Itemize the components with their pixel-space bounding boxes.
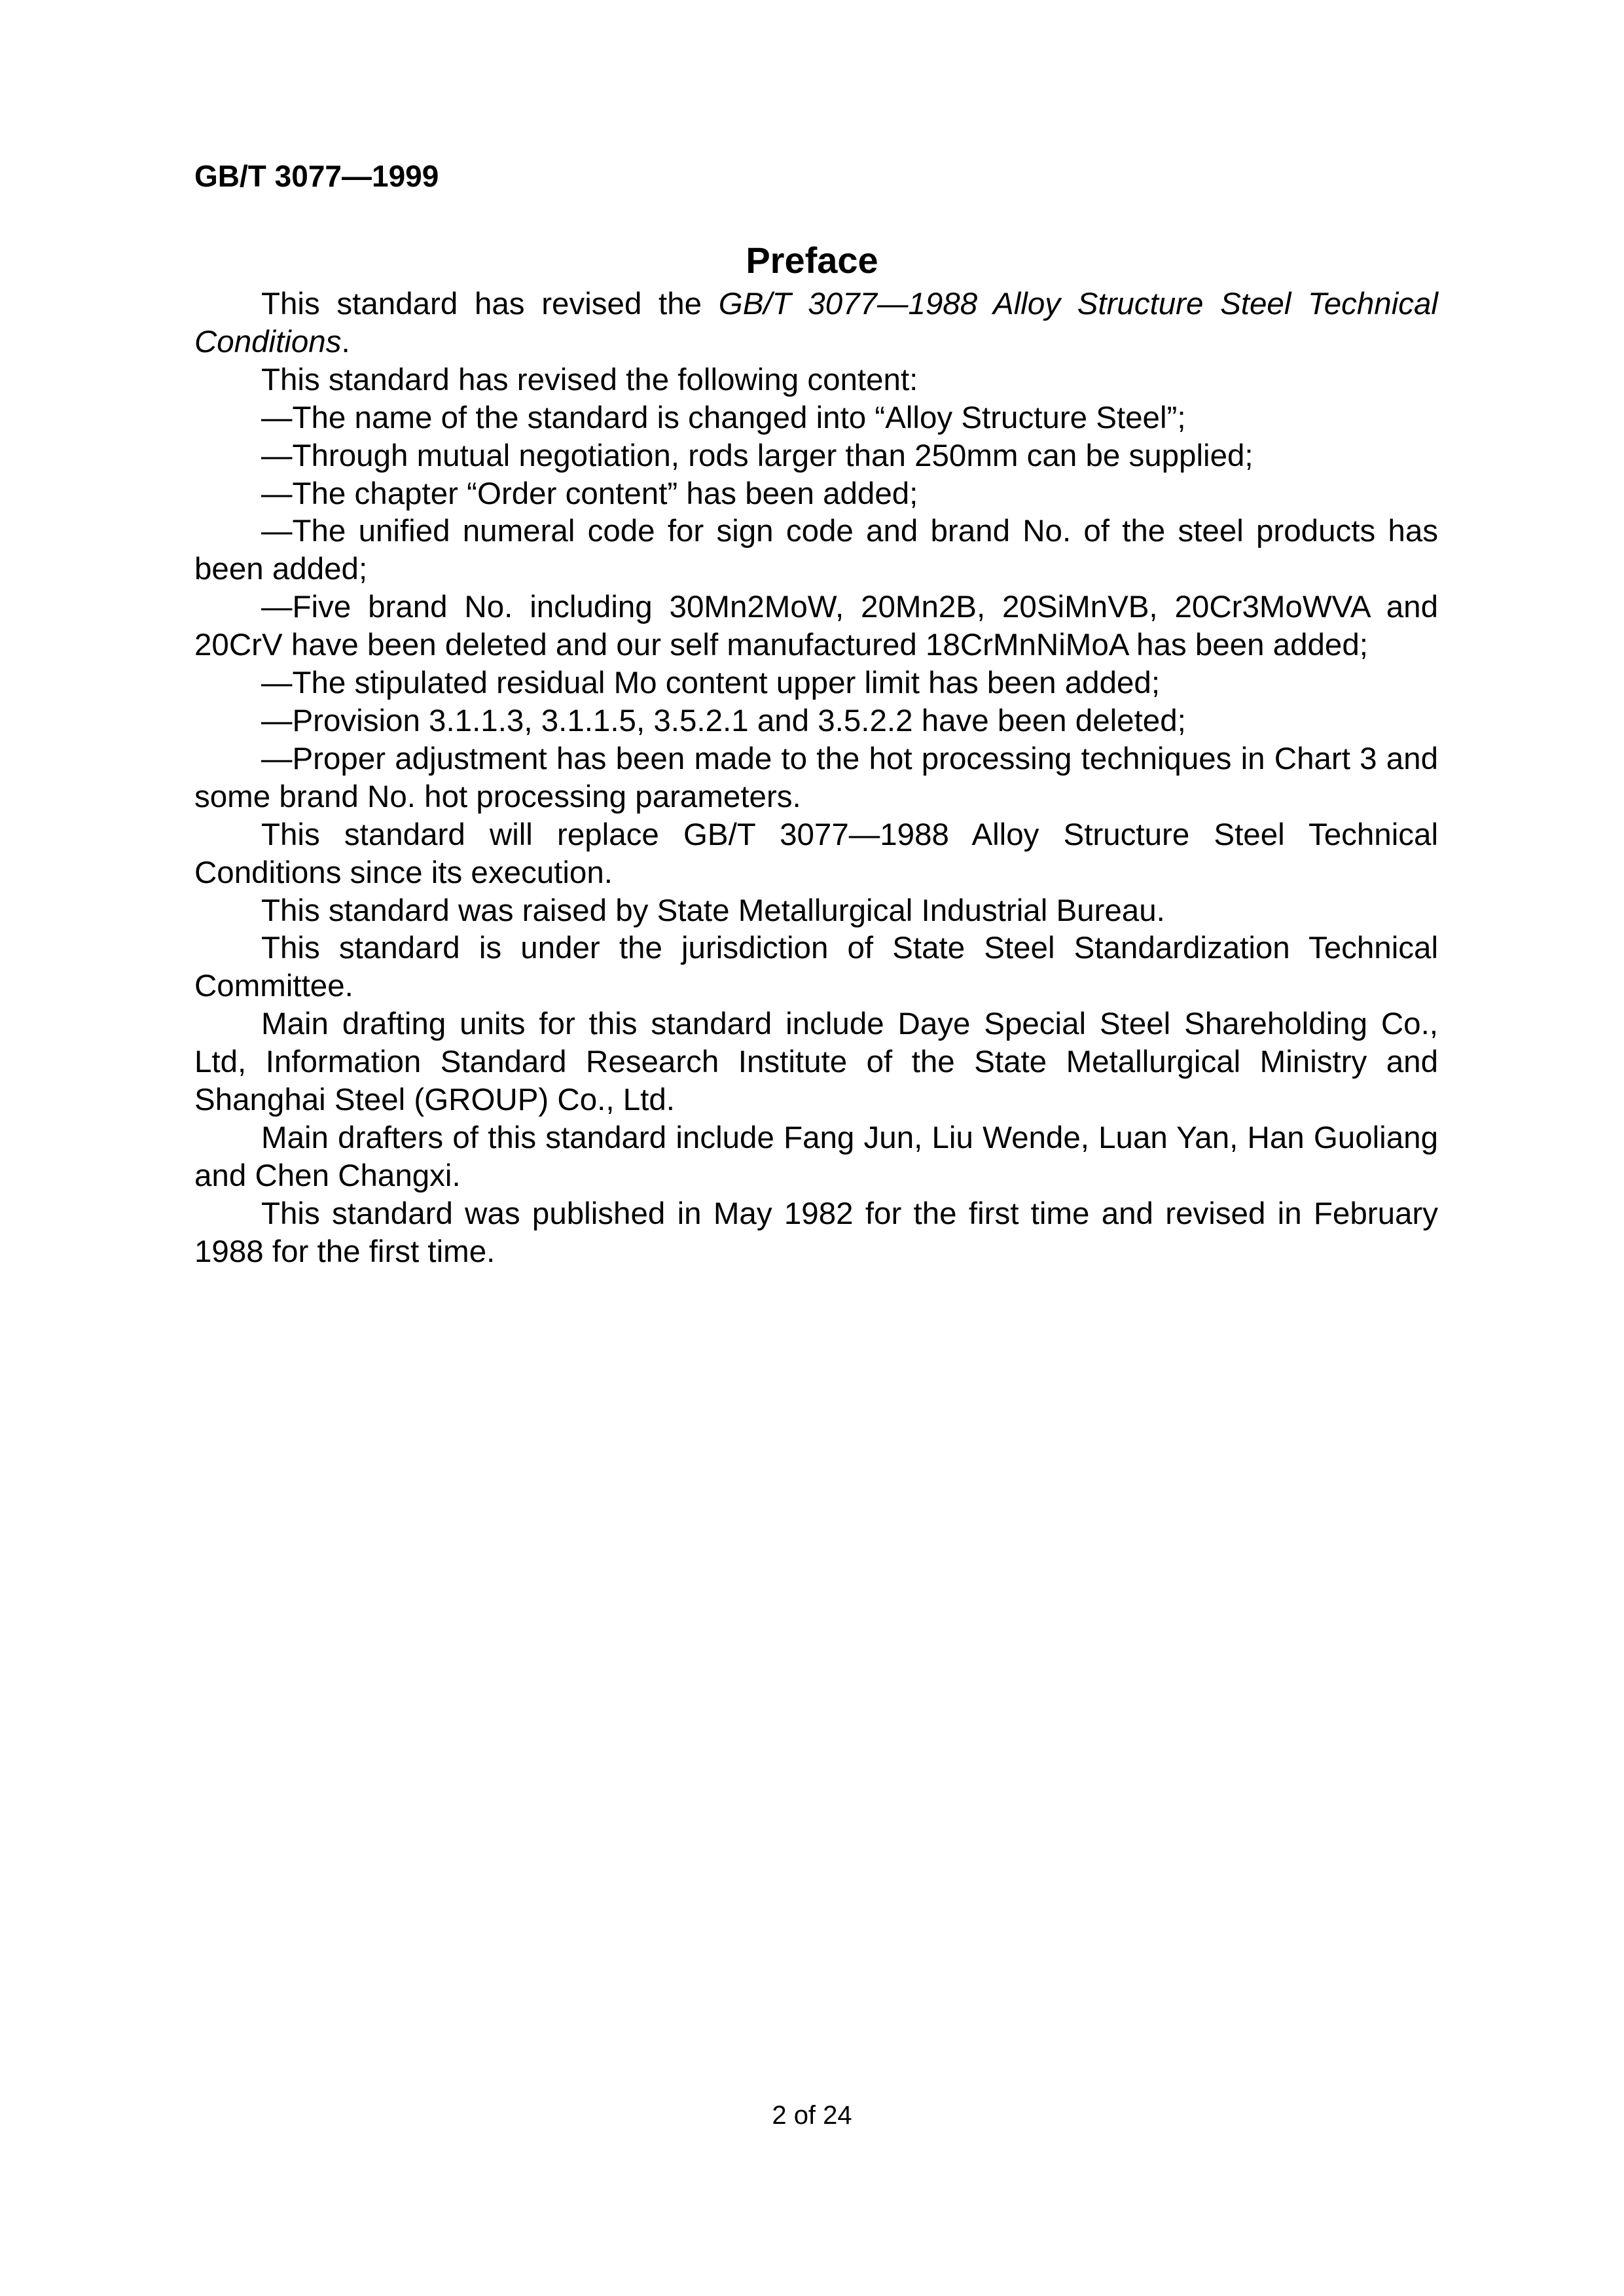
revision-item: —Provision 3.1.1.3, 3.1.1.5, 3.5.2.1 and 3.5.2.2 have been deleted; [261,703,1186,738]
paragraph: Main drafters of this standard include Fang Jun, Liu Wende, Luan Yan, Han Guoliang and Chen Changxi. [194,1120,1438,1193]
revision-item: —The name of the standard is changed into “Alloy Structure Steel”; [261,400,1186,435]
revision-item: —Through mutual negotiation, rods larger than 250mm can be supplied; [261,438,1254,473]
revision-item: —The chapter “Order content” has been added; [261,476,918,511]
revision-item: —Five brand No. including 30Mn2MoW, 20Mn2B, 20SiMnVB, 20Cr3MoWVA and 20CrV have been deleted and our self manufactured 18CrMnNiMoA has been added; [194,590,1438,663]
intro-tail: . [341,324,350,359]
paragraph: This standard is under the jurisdiction of State Steel Standardization Technical Committee. [194,931,1438,1004]
intro-paragraph [194,285,1438,361]
paragraph: This standard was raised by State Metallurgical Industrial Bureau. [261,893,1165,928]
standard-code-header: GB/T 3077—1999 [194,159,439,193]
preface-body [194,285,1438,1271]
revision-item: —Proper adjustment has been made to the hot processing techniques in Chart 3 and some brand No. hot processing parameters. [194,741,1438,814]
intro-lead: This standard has revised the [261,287,719,321]
cited-standard: GB/T 3077—1988 Alloy Structure Steel Technical Conditions [194,287,1438,359]
paragraph: Main drafting units for this standard include Daye Special Steel Shareholding Co., Ltd, Information Standard Research Institute of the State Metallurgical Ministry and Shanghai Steel (GROUP) Co., Ltd. [194,1007,1438,1118]
paragraph: This standard has revised the following content: [261,362,918,397]
paragraph: This standard will replace GB/T 3077—1988 Alloy Structure Steel Technical Conditions since its execution. [194,817,1438,890]
page-title: Preface [746,240,878,281]
paragraph: This standard was published in May 1982 for the first time and revised in February 1988 for the first time. [194,1196,1438,1269]
revision-item: —The stipulated residual Mo content upper limit has been added; [261,666,1161,701]
revision-item: —The unified numeral code for sign code and brand No. of the steel products has been added; [194,514,1438,587]
page-number: 2 of 24 [772,2101,852,2130]
